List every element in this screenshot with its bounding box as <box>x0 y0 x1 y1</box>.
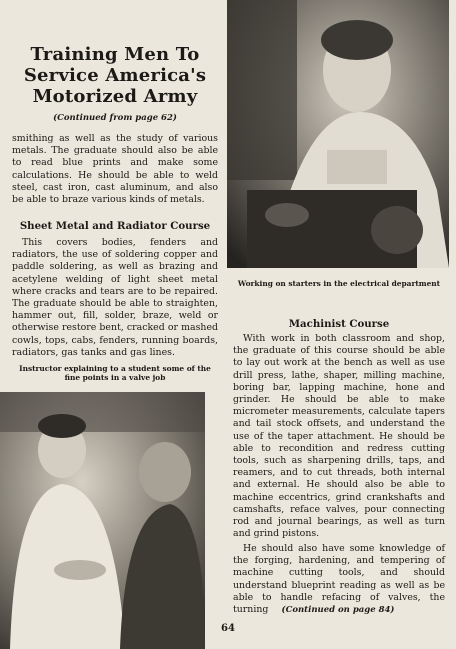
photo-starters-illustration <box>227 0 449 268</box>
caption-starters: Working on starters in the electrical department <box>237 279 441 288</box>
machinist-paragraph-1: With work in both classroom and shop, the graduate of this course should be able to lay out work at the bench as well as use drill press, lathe, shaper, milling machine, boring bar, lapping machine, hone and grinder. He should be able to make micrometer measurements, calculate tapers and tail stock offsets, and understand the use of the taper attachment. He should be able to recondition and redress cutting tools, such as sharpening drills, taps, and reamers, and to cut threads, both internal and external. He should also be able to machine eccentrics, grind crankshafts and camshafts, reface valves, pour connecting rod and journal bearings, as well as turn and grind pistons. <box>233 333 445 540</box>
intro-paragraph: smithing as well as the study of various metals. The graduate should also be able to read blue prints and make some calculations. He should be able to weld steel, cast iron, cast aluminum, and also be able to braze various kinds of metals. <box>12 133 218 206</box>
photo-valve-illustration <box>0 392 205 649</box>
article-title: Training Men To Service America's Motorized Army <box>23 44 207 107</box>
machinist-heading: Machinist Course <box>288 318 390 330</box>
sheet-metal-heading: Sheet Metal and Radiator Course <box>19 220 211 232</box>
caption-valve-job: Instructor explaining to a student some of the fine points in a valve job <box>19 364 211 382</box>
machinist-paragraph-2: He should also have some knowledge of the forging, hardening, and tempering of machine cutting tools, and should understand blueprint reading as well as be able to handle refacing of valves, the turning <box>233 543 445 616</box>
photo-valve-job <box>0 392 205 649</box>
continued-from-note: (Continued from page 62) <box>53 113 177 123</box>
sheet-metal-paragraph: This covers bodies, fenders and radiators, the use of soldering copper and paddle soldering, as well as brazing and acetylene welding of light sheet metal where cracks and tears are to be repaired. The graduate should be able to straighten, hammer out, fill, solder, braze, weld or otherwise restore bent, cracked or mashed cowls, tops, cabs, fenders, running boards, radiators, gas tanks and gas lines. <box>12 237 218 358</box>
photo-starters-electrical <box>227 0 449 268</box>
page-number: 64 <box>221 623 235 634</box>
continued-on-note: (Continued on page 84) <box>281 605 395 615</box>
